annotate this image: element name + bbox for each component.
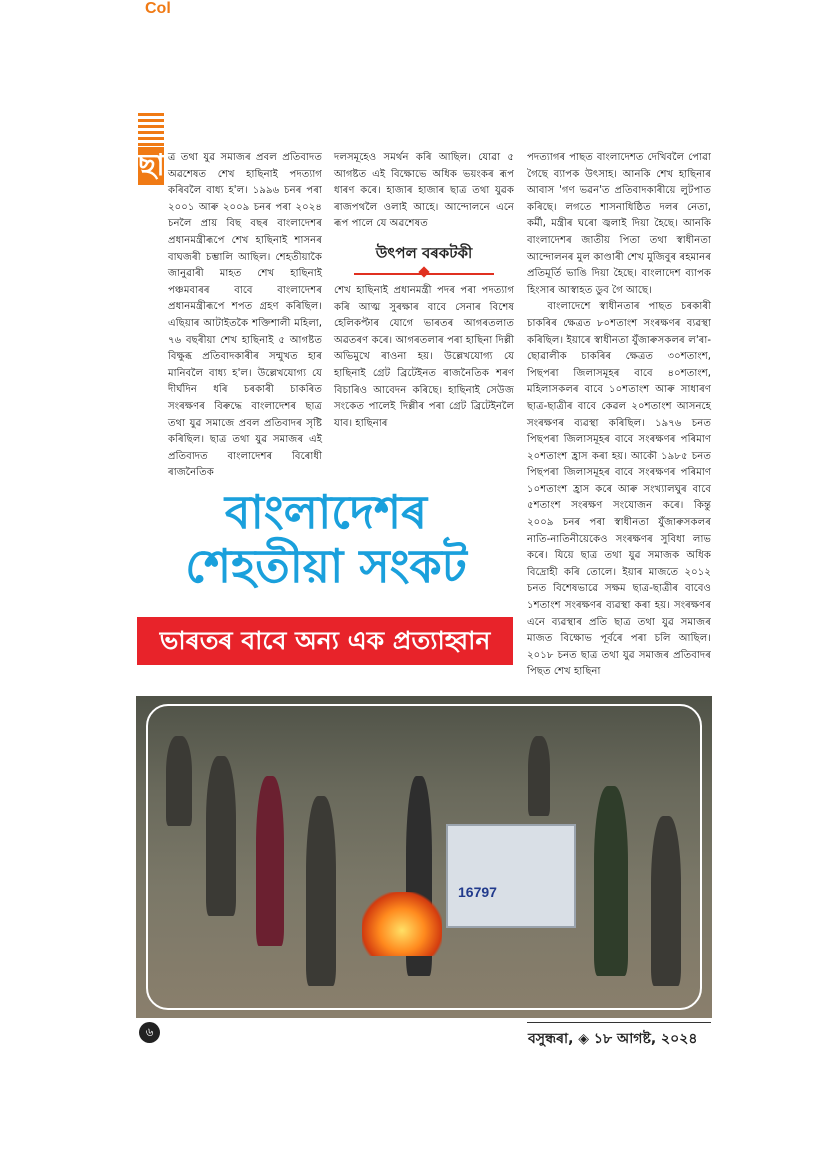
paragraph: পদত্যাগৰ পাছত বাংলাদেশত দেখিবলৈ পোৱা গৈছে ব্যাপক উৎসাহ। আনকি শেখ হাছিনাৰ আবাস 'গণ ভৱন'ত প্ৰতিবাদকাৰীয়ে লুটপাত কৰিছে। লগতে শাসনাধিষ্ঠিত দলৰ নেতা, কৰ্মী, মন্ত্ৰীৰ ঘৰো জ্বলাই দিয়া হৈছে। আনকি বাংলাদেশৰ জাতীয় পিতা তথা স্বাধীনতা আন্দোলনৰ মুল কাণ্ডাৰী শেখ মুজিবুৰ ৰহমানৰ প্ৰতিমূৰ্তি ভাঙি দিয়া হৈছে। বাংলাদেশ ব্যাপক হিংসাৰ আস্বাহত ডুব গৈ আছে। [527,152,711,296]
drop-cap-letter: ছা [138,148,165,183]
decorative-stripes [138,113,164,147]
article-column-3 [527,150,711,681]
footer-rule [527,1022,711,1023]
magazine-footer: বসুন্ধৰা, ◈ ১৮ আগষ্ট, ২০২৪ [528,1031,698,1047]
photo-frame [146,704,702,1010]
paragraph: দলসমূহেও সমৰ্থন কৰি আছিল। যোৱা ৫ আগষ্টত এই বিক্ষোভে অধিক ভয়ংকৰ ৰূপ ধাৰণ কৰে। হাজাৰ হাজাৰ ছাত্ৰ তথা যুৱক ৰাজপথলৈ ওলাই আহে। আন্দোলনে এনে ৰূপ পালে যে অৱশেষত [334,152,514,230]
article-column-2-top [334,150,514,233]
author-name: উৎপল বৰকটকী [375,244,473,262]
diamond-icon [418,266,429,277]
byline [334,242,514,275]
protest-photo [136,696,712,1018]
headline-line-2: শেহতীয়া সংকট [185,539,467,593]
byline-rule [354,273,494,275]
sign-text: 16797 [458,884,497,900]
paragraph: বাংলাদেশে স্বাধীনতাৰ পাছত চৰকাৰী চাকৰিৰ ক্ষেত্ৰত ৮০শতাংশ সংৰক্ষণৰ ব্যৱস্থা কৰিছিল। ইয়াৰে স্বাধীনতা যুঁজাৰুসকলৰ ল'ৰা-ছোৱালীক চাকৰিৰ ক্ষেত্ৰত ৩০শতাংশ, পিছপৰা জিলাসমূহৰ বাবে ৪০শতাংশ, মহিলাসকলৰ বাবে ১০শতাংশ আৰু সাধাৰণ ছাত্ৰ-ছাত্ৰীৰ বাবে কেৱল ২০শতাংশ আসনহে সংৰক্ষণৰ ব্যৱস্থা কৰিছিল। ১৯৭৬ চনত পিছপৰা জিলাসমূহৰ বাবে সংৰক্ষণৰ পৰিমাণ ২০শতাংশ হ্ৰাস কৰা হয়। আকৌ ১৯৮৫ চনত পিছপৰা জিলাসমূহৰ বাবে সংৰক্ষণৰ পৰিমাণ ১০শতাংশ হ্ৰাস কৰে আৰু সংখ্যালঘুৰ বাবে ৫শতাংশ সংৰক্ষণ সংযোজন কৰে। কিন্তু ২০০৯ চনৰ পৰা স্বাধীনতা যুঁজাৰুসকলৰ নাতি-নাতিনীয়েকেও সংৰক্ষণৰ সুবিধা লাভ কৰে। যিয়ে ছাত্ৰ তথা যুৱ সমাজক অধিক বিদ্ৰোহী কৰি তোলে। ইয়াৰ মাজতে ২০১২ চনত বিশেষভাৱে সক্ষম ছাত্ৰ-ছাত্ৰীৰ বাবেও ১শতাংশ সংৰক্ষণৰ ব্যৱস্থা কৰা হয়। সংৰক্ষণৰ এনে ব্যৱস্থাৰ প্ৰতি ছাত্ৰ তথা যুৱ সমাজৰ মাজত বিক্ষোভ পূৰ্বৰে পৰা চলি আছিল। ২০১৮ চনত ছাত্ৰ তথা যুৱ সমাজৰ প্ৰতিবাদৰ পিছত শেখ হাছিনা [527,301,711,678]
headline-line-1: বাংলাদেশৰ [224,485,428,539]
paragraph: ত্ৰ তথা যুৱ সমাজৰ প্ৰবল প্ৰতিবাদত অৱশেষত শেখ হাছিনাই পদত্যাগ কৰিবলৈ বাধ্য হ'ল। ১৯৯৬ চনৰ পৰা ২০০১ আৰু ২০০৯ চনৰ পৰা ২০২৪ চনলৈ প্ৰায় বিছ বছৰ বাংলাদেশৰ প্ৰধানমন্ত্ৰীৰূপে শেখ হাছিনাই শাসনৰ বাঘজৰী চম্ভালি আছিল। শেহতীয়াকৈ জানুৱাৰী মাহত শেখ হাছিনাই পঞ্চমবাৰৰ বাবে বাংলাদেশৰ প্ৰধানমন্ত্ৰীৰূপে শপত গ্ৰহণ কৰিছিল। এছিয়াৰ আটাইতকৈ শক্তিশালী মহিলা, ৭৬ বছৰীয়া শেখ হাছিনাই ৫ আগষ্টত বিক্ষুব্ধ প্ৰতিবাদকাৰীৰ সন্মুখত হাৰ মানিবলৈ বাধ্য হ'ল। উল্লেখযোগ্য যে দীৰ্ঘদিন ধৰি চৰকাৰী চাকৰিত সংৰক্ষণৰ বিৰুদ্ধে বাংলাদেশৰ ছাত্ৰ তথা যুৱ সমাজে প্ৰবল প্ৰতিবাদৰ সৃষ্টি কৰিছিল। ছাত্ৰ তথা যুৱ সমাজৰ এই প্ৰতিবাদত বাংলাদেশৰ বিৰোধী ৰাজনৈতিক [168,152,322,479]
subheadline-banner: ভাৰতৰ বাবে অন্য এক প্ৰত্যাহ্বান [137,617,513,665]
paragraph: শেখ হাছিনাই প্ৰধানমন্ত্ৰী পদৰ পৰা পদত্যাগ কৰি আত্ম সুৰক্ষাৰ বাবে সেনাৰ বিশেষ হেলিকপ্টাৰ যোগে ভাৰতৰ আগৰতলাত অৱতৰণ কৰে। আগৰতলাৰ পৰা হাছিনা দিল্লী অভিমুখে ৰাওনা হয়। উল্লেখযোগ্য যে হাছিনাই গ্ৰেট ব্ৰিটেইনত ৰাজনৈতিক শৰণ বিচাৰিও আবেদন কৰিছে। হাছিনাই সেউজ সংকেত পালেই দিল্লীৰ পৰা গ্ৰেট ব্ৰিটেইনলৈ যাব। হাছিনাৰ [334,285,514,429]
page-number: ৬ [139,1022,160,1043]
header-tag: Col [145,0,171,17]
article-column-2-bottom [334,283,514,432]
article-column-1 [138,150,322,482]
